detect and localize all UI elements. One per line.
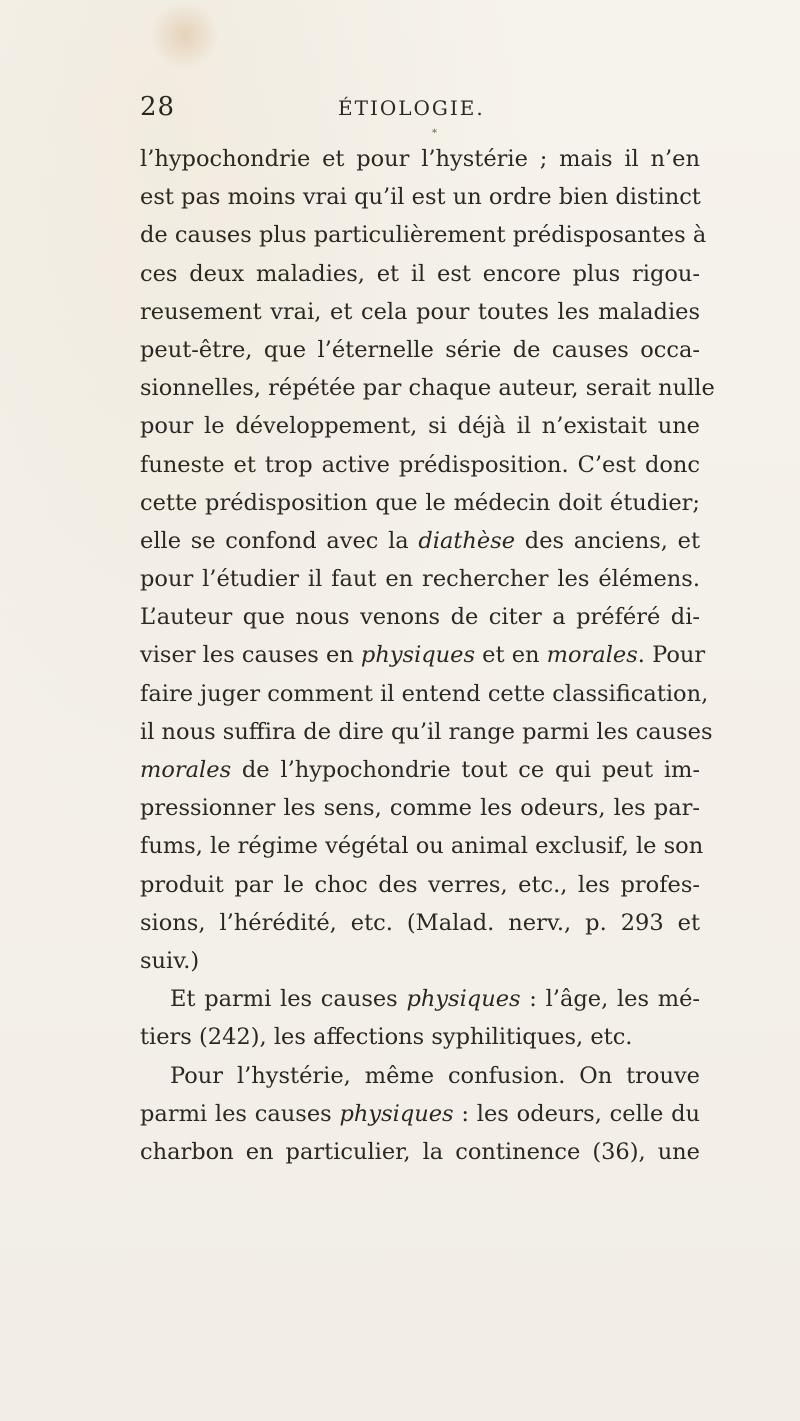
- text-segment: charbon en particulier, la continence (36), une: [140, 1138, 700, 1165]
- text-line: [140, 293, 700, 331]
- text-segment: et en: [475, 642, 547, 669]
- page-number: 28: [140, 92, 176, 122]
- text-segment: pour le développement, si déjà il n’existait une: [140, 413, 700, 440]
- text-line: [140, 904, 700, 942]
- text-segment: l’hypochondrie et pour l’hystérie ; mais il n’en: [140, 146, 700, 172]
- text-line: [140, 789, 700, 827]
- text-line: [140, 178, 700, 216]
- italic-term: morales: [140, 757, 232, 783]
- text-segment: pour l’étudier il faut en rechercher les élémens.: [140, 566, 700, 593]
- text-line: [140, 942, 700, 980]
- text-line: [140, 713, 713, 751]
- text-segment: fums, le régime végétal ou animal exclusif, le son: [140, 833, 704, 860]
- text-line: [140, 140, 700, 178]
- text-segment: Pour l’hystérie, même confusion. On trouve: [170, 1062, 700, 1089]
- italic-term: physiques: [339, 1100, 454, 1127]
- text-line: [140, 751, 700, 789]
- text-line: [140, 1133, 700, 1171]
- text-line: [140, 866, 700, 904]
- text-segment: sions, l’hérédité, etc. (Malad. nerv., p. 293 et: [140, 909, 700, 936]
- text-segment: des anciens, et: [515, 527, 700, 554]
- text-line: [140, 598, 700, 636]
- ornament-mark: *: [432, 128, 437, 139]
- text-line: [140, 369, 715, 407]
- text-line: [140, 980, 700, 1018]
- text-line: [140, 1018, 700, 1056]
- text-segment: viser les causes en: [140, 642, 361, 669]
- text-segment: suiv.): [140, 947, 200, 974]
- text-line: [140, 216, 707, 254]
- italic-term: diathèse: [418, 527, 516, 554]
- text-segment: funeste et trop active prédisposition. C’est donc: [140, 451, 700, 478]
- text-line: [140, 331, 700, 369]
- text-segment: . Pour: [637, 642, 706, 669]
- running-title: ÉTIOLOGIE.: [338, 96, 485, 120]
- text-line: [140, 1095, 700, 1133]
- text-segment: Et parmi les causes: [170, 986, 407, 1013]
- italic-term: morales: [546, 642, 638, 669]
- text-segment: elle se confond avec la: [140, 527, 419, 554]
- text-line: [140, 446, 700, 484]
- text-segment: de causes plus particulièrement prédisposantes à: [140, 222, 707, 249]
- text-line: [140, 636, 706, 674]
- italic-term: physiques: [406, 986, 521, 1013]
- text-line: [140, 484, 700, 522]
- text-line: [140, 1057, 700, 1095]
- text-segment: cette prédisposition que le médecin doit étudier;: [140, 489, 700, 516]
- text-segment: L’auteur que nous venons de citer a préféré di-: [140, 604, 700, 631]
- text-line: [140, 255, 700, 293]
- text-segment: tiers (242), les affections syphilitiques, etc.: [140, 1024, 633, 1051]
- body-text: [140, 140, 715, 1171]
- text-line: [140, 827, 704, 865]
- text-segment: peut-être, que l’éternelle série de causes occa-: [140, 336, 700, 363]
- text-line: [140, 560, 700, 598]
- text-segment: pressionner les sens, comme les odeurs, les par-: [140, 795, 700, 822]
- text-line: [140, 522, 700, 560]
- page-header: [140, 92, 700, 139]
- text-segment: : l’âge, les mé-: [520, 986, 700, 1013]
- text-segment: de l’hypochondrie tout ce qui peut im-: [231, 757, 700, 783]
- text-segment: : les odeurs, celle du: [453, 1100, 700, 1127]
- text-line: [140, 407, 700, 445]
- text-segment: parmi les causes: [140, 1100, 340, 1127]
- paper-stain: [150, 0, 220, 70]
- text-segment: produit par le choc des verres, etc., les profes-: [140, 871, 700, 898]
- text-segment: reusement vrai, et cela pour toutes les maladies: [140, 298, 700, 325]
- text-line: [140, 675, 709, 713]
- text-segment: il nous suffira de dire qu’il range parmi les causes: [140, 718, 713, 745]
- text-segment: ces deux maladies, et il est encore plus rigou-: [140, 260, 700, 287]
- text-segment: sionnelles, répétée par chaque auteur, serait nulle: [140, 375, 715, 402]
- text-segment: faire juger comment il entend cette classification,: [140, 680, 709, 707]
- text-segment: est pas moins vrai qu’il est un ordre bien distinct: [140, 184, 701, 211]
- italic-term: physiques: [360, 642, 476, 669]
